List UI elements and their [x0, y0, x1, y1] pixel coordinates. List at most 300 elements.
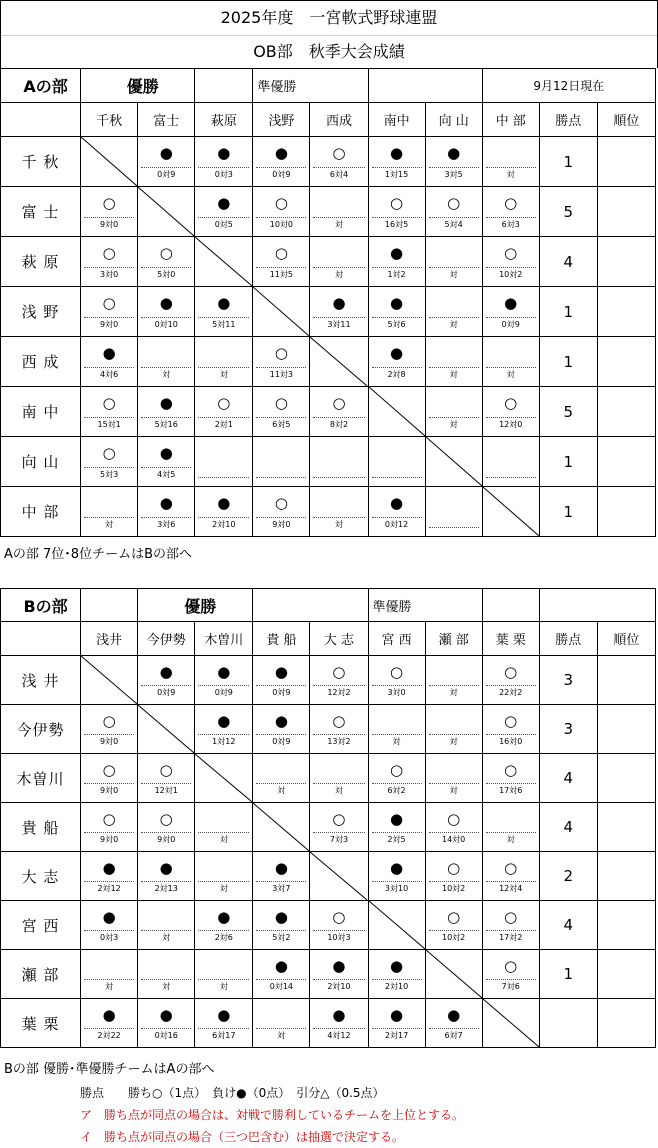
match-score: 対: [313, 783, 364, 796]
win-mark: ○: [504, 394, 518, 412]
win-mark: ○: [159, 810, 173, 828]
rank-cell: [597, 237, 655, 287]
loss-mark: ●: [504, 294, 518, 312]
self-match-cell: [310, 337, 368, 387]
match-score: 5対0: [141, 267, 191, 280]
loss-mark: ●: [102, 344, 116, 362]
match-result-cell: [482, 437, 539, 487]
win-mark: ○: [217, 394, 231, 412]
match-score: 9対0: [84, 783, 134, 796]
diagonal-line: [81, 656, 137, 704]
match-result-cell: [368, 437, 425, 487]
row-team-name: 浅 井: [1, 656, 81, 705]
match-score: [198, 477, 249, 480]
win-points: [539, 999, 597, 1048]
match-result-cell: [253, 237, 310, 287]
match-result-cell: [425, 487, 482, 537]
diagonal-line: [426, 950, 482, 998]
match-score: 0対9: [198, 685, 249, 698]
match-result-cell: [81, 187, 138, 237]
win-mark: ○: [504, 663, 518, 681]
match-score: 対: [198, 979, 249, 992]
win-points: 3: [539, 705, 597, 754]
self-match-cell: [253, 287, 310, 337]
match-result-cell: [425, 187, 482, 237]
loss-mark: ●: [332, 1006, 346, 1024]
win-mark: ○: [102, 194, 116, 212]
rank-cell: [597, 901, 655, 950]
loss-mark: ●: [447, 144, 461, 162]
points-legend: 勝点 勝ち○（1点） 負け●（0点） 引分△（0.5点）: [80, 1086, 385, 1100]
diagonal-line: [310, 337, 367, 386]
column-team-3: 木曽川: [195, 622, 253, 656]
rank-cell: [597, 705, 655, 754]
win-points: 4: [539, 754, 597, 803]
win-mark: ○: [390, 761, 404, 779]
match-score: 対: [141, 930, 191, 943]
match-score: 5対2: [256, 930, 306, 943]
match-result-cell: [368, 803, 425, 852]
match-score: 8対2: [313, 417, 364, 430]
match-result-cell: [310, 137, 368, 187]
match-result-cell: [253, 187, 310, 237]
win-mark: ○: [504, 957, 518, 975]
match-result-cell: [310, 901, 368, 950]
match-score: 16対0: [486, 734, 536, 747]
win-mark: ○: [274, 244, 288, 262]
match-result-cell: [310, 287, 368, 337]
match-score: 4対5: [141, 467, 191, 480]
column-team-5: 西成: [310, 103, 368, 137]
runner-up-value: [482, 589, 539, 622]
match-result-cell: [368, 187, 425, 237]
match-score: 22対2: [486, 685, 536, 698]
loss-mark: ●: [274, 859, 288, 877]
loss-mark: ●: [332, 294, 346, 312]
match-result-cell: [138, 852, 195, 901]
rank-cell: [597, 852, 655, 901]
win-points: 2: [539, 852, 597, 901]
win-mark: ○: [504, 712, 518, 730]
match-result-cell: [138, 803, 195, 852]
match-result-cell: [425, 387, 482, 437]
win-points: 3: [539, 656, 597, 705]
win-mark: ○: [102, 444, 116, 462]
column-team-8: 葉 栗: [482, 622, 539, 656]
loss-mark: ●: [390, 494, 404, 512]
match-score: 対: [256, 783, 306, 796]
column-team-1: 浅井: [81, 622, 138, 656]
win-mark: ○: [102, 810, 116, 828]
match-result-cell: [195, 187, 253, 237]
loss-mark: ●: [159, 663, 173, 681]
match-result-cell: [425, 999, 482, 1048]
runner-up-label: 準優勝: [368, 589, 482, 622]
match-result-cell: [368, 487, 425, 537]
rank-cell: [597, 437, 655, 487]
match-score: 2対1: [198, 417, 249, 430]
table-row: [1, 237, 656, 287]
win-mark: ○: [102, 294, 116, 312]
column-team-2: 富士: [138, 103, 195, 137]
match-score: 9対0: [84, 832, 134, 845]
match-result-cell: [368, 237, 425, 287]
self-match-cell: [195, 754, 253, 803]
match-score: 2対22: [84, 1028, 134, 1041]
match-result-cell: [368, 999, 425, 1048]
loss-mark: ●: [217, 294, 231, 312]
match-result-cell: [138, 901, 195, 950]
match-score: 対: [141, 367, 191, 380]
win-mark: ○: [332, 144, 346, 162]
column-points: 勝点: [539, 103, 597, 137]
loss-mark: ●: [159, 1006, 173, 1024]
match-result-cell: [482, 656, 539, 705]
match-score: 2対6: [198, 930, 249, 943]
win-points: 1: [539, 950, 597, 999]
match-score: 3対10: [372, 881, 422, 894]
match-score: 1対2: [372, 267, 422, 280]
loss-mark: ●: [159, 859, 173, 877]
match-score: 3対11: [313, 317, 364, 330]
match-score: 12対1: [141, 783, 191, 796]
loss-mark: ●: [332, 957, 346, 975]
match-result-cell: [310, 487, 368, 537]
match-result-cell: [81, 852, 138, 901]
match-score: 5対16: [141, 417, 191, 430]
match-score: 対: [486, 832, 536, 845]
table-row: [1, 437, 656, 487]
section-a-note: Aの部 7位･8位チームはBの部へ: [4, 547, 192, 562]
match-result-cell: [482, 852, 539, 901]
match-score: 対: [486, 167, 536, 180]
win-mark: ○: [274, 394, 288, 412]
match-score: 4対12: [313, 1028, 364, 1041]
match-result-cell: [425, 656, 482, 705]
column-team-2: 今伊勢: [138, 622, 195, 656]
match-result-cell: [253, 137, 310, 187]
loss-mark: ●: [159, 394, 173, 412]
match-score: 0対16: [141, 1028, 191, 1041]
match-result-cell: [368, 705, 425, 754]
column-team-6: 南中: [368, 103, 425, 137]
match-score: 9対0: [84, 734, 134, 747]
match-score: 5対4: [429, 217, 479, 230]
match-result-cell: [482, 754, 539, 803]
win-mark: ○: [332, 394, 346, 412]
section-b-note: Bの部 優勝･準優勝チームはAの部へ: [4, 1062, 215, 1077]
loss-mark: ●: [390, 244, 404, 262]
win-mark: ○: [447, 859, 461, 877]
match-result-cell: [368, 754, 425, 803]
match-result-cell: [195, 950, 253, 999]
self-match-cell: [368, 387, 425, 437]
match-score: 対: [313, 217, 364, 230]
rank-cell: [597, 187, 655, 237]
row-team-name: 向 山: [1, 437, 81, 487]
match-score: 6対2: [372, 783, 422, 796]
diagonal-line: [195, 754, 252, 802]
match-result-cell: [138, 999, 195, 1048]
winner-label: 優勝: [81, 69, 195, 103]
rank-cell: [597, 287, 655, 337]
match-result-cell: [195, 287, 253, 337]
rank-cell: [597, 656, 655, 705]
self-match-cell: [482, 487, 539, 537]
match-result-cell: [368, 852, 425, 901]
match-result-cell: [425, 337, 482, 387]
runner-up-label: 準優勝: [253, 69, 368, 103]
match-result-cell: [253, 337, 310, 387]
match-score: 2対17: [372, 1028, 422, 1041]
win-mark: ○: [332, 810, 346, 828]
loss-mark: ●: [102, 908, 116, 926]
win-points: 4: [539, 803, 597, 852]
match-result-cell: [253, 852, 310, 901]
win-points: 1: [539, 287, 597, 337]
self-match-cell: [138, 187, 195, 237]
row-team-name: 葉 栗: [1, 999, 81, 1048]
league-table-b: [0, 588, 656, 1048]
league-table-a: [0, 68, 656, 537]
match-score: 9対0: [84, 217, 134, 230]
match-result-cell: [138, 337, 195, 387]
win-points: 1: [539, 487, 597, 537]
match-score: 10対2: [486, 267, 536, 280]
match-score: 10対0: [256, 217, 306, 230]
match-score: 4対6: [84, 367, 134, 380]
win-points: 4: [539, 237, 597, 287]
self-match-cell: [138, 705, 195, 754]
match-score: 対: [429, 267, 479, 280]
match-score: 対: [313, 517, 364, 530]
table-row: [1, 950, 656, 999]
match-result-cell: [81, 950, 138, 999]
match-score: 6対4: [313, 167, 364, 180]
loss-mark: ●: [217, 494, 231, 512]
loss-mark: ●: [390, 1006, 404, 1024]
loss-mark: ●: [217, 908, 231, 926]
match-result-cell: [425, 901, 482, 950]
match-score: [372, 477, 422, 480]
column-team-4: 浅野: [253, 103, 310, 137]
match-result-cell: [81, 287, 138, 337]
match-score: 6対3: [486, 217, 536, 230]
win-mark: ○: [504, 859, 518, 877]
diagonal-line: [483, 487, 539, 536]
match-score: [486, 477, 536, 480]
match-score: 12対2: [313, 685, 364, 698]
table-row: [1, 187, 656, 237]
win-mark: ○: [390, 663, 404, 681]
match-score: 6対7: [429, 1028, 479, 1041]
win-mark: ○: [159, 761, 173, 779]
match-score: 対: [256, 1028, 306, 1041]
self-match-cell: [81, 137, 138, 187]
match-result-cell: [253, 487, 310, 537]
match-result-cell: [253, 387, 310, 437]
runner-up-value: [368, 69, 482, 103]
win-mark: ○: [332, 908, 346, 926]
match-score: 5対6: [372, 317, 422, 330]
diagonal-line: [138, 705, 194, 753]
column-team-3: 萩原: [195, 103, 253, 137]
loss-mark: ●: [159, 144, 173, 162]
row-team-name: 西 成: [1, 337, 81, 387]
column-rank: 順位: [597, 622, 655, 656]
diagonal-line: [253, 287, 309, 336]
table-row: [1, 999, 656, 1048]
loss-mark: ●: [274, 663, 288, 681]
table-row: [1, 754, 656, 803]
match-result-cell: [81, 237, 138, 287]
match-result-cell: [195, 705, 253, 754]
match-score: 17対6: [486, 783, 536, 796]
match-result-cell: [253, 901, 310, 950]
match-result-cell: [195, 487, 253, 537]
match-result-cell: [368, 287, 425, 337]
match-score: 3対0: [84, 267, 134, 280]
diagonal-line: [138, 187, 194, 236]
match-result-cell: [425, 852, 482, 901]
match-result-cell: [253, 656, 310, 705]
match-score: 2対8: [372, 367, 422, 380]
match-score: 0対9: [141, 685, 191, 698]
match-result-cell: [138, 437, 195, 487]
column-team-7: 向 山: [425, 103, 482, 137]
row-team-name: 木曽川: [1, 754, 81, 803]
match-score: 13対2: [313, 734, 364, 747]
match-score: 対: [313, 267, 364, 280]
column-rank: 順位: [597, 103, 655, 137]
self-match-cell: [482, 999, 539, 1048]
match-result-cell: [81, 437, 138, 487]
match-score: 対: [84, 517, 134, 530]
match-result-cell: [138, 287, 195, 337]
diagonal-line: [426, 437, 482, 486]
self-match-cell: [253, 803, 310, 852]
match-score: 11対5: [256, 267, 306, 280]
match-result-cell: [425, 754, 482, 803]
match-score: 10対3: [313, 930, 364, 943]
win-mark: ○: [274, 194, 288, 212]
match-score: 対: [429, 417, 479, 430]
match-score: 対: [429, 367, 479, 380]
self-match-cell: [368, 901, 425, 950]
loss-mark: ●: [390, 294, 404, 312]
match-result-cell: [310, 754, 368, 803]
match-result-cell: [81, 705, 138, 754]
self-match-cell: [310, 852, 368, 901]
match-score: 17対2: [486, 930, 536, 943]
match-score: 5対11: [198, 317, 249, 330]
match-result-cell: [482, 287, 539, 337]
match-result-cell: [195, 852, 253, 901]
match-score: 対: [198, 881, 249, 894]
blank-cell: [539, 589, 655, 622]
match-result-cell: [195, 337, 253, 387]
match-result-cell: [482, 705, 539, 754]
diagonal-line: [369, 901, 425, 949]
win-points: 4: [539, 901, 597, 950]
match-result-cell: [253, 754, 310, 803]
match-score: 10対2: [429, 881, 479, 894]
rank-cell: [597, 387, 655, 437]
match-score: 3対0: [372, 685, 422, 698]
section-label: Aの部: [1, 69, 81, 103]
diagonal-line: [483, 999, 539, 1047]
row-team-name: 富 士: [1, 187, 81, 237]
diagonal-line: [81, 137, 137, 186]
match-score: 対: [429, 685, 479, 698]
match-score: 11対3: [256, 367, 306, 380]
win-points: 1: [539, 437, 597, 487]
win-mark: ○: [504, 761, 518, 779]
match-result-cell: [253, 705, 310, 754]
match-score: 対: [198, 832, 249, 845]
diagonal-line: [310, 852, 367, 900]
win-points: 5: [539, 387, 597, 437]
table-row: [1, 852, 656, 901]
match-score: [429, 527, 479, 530]
match-result-cell: [425, 287, 482, 337]
win-mark: ○: [274, 494, 288, 512]
match-score: 対: [198, 367, 249, 380]
match-score: 1対12: [198, 734, 249, 747]
loss-mark: ●: [390, 957, 404, 975]
loss-mark: ●: [217, 194, 231, 212]
match-result-cell: [195, 387, 253, 437]
match-score: 3対5: [429, 167, 479, 180]
corner-cell: [1, 103, 81, 137]
match-score: 6対17: [198, 1028, 249, 1041]
match-score: 0対5: [198, 217, 249, 230]
match-result-cell: [195, 999, 253, 1048]
match-score: 2対5: [372, 832, 422, 845]
match-score: 2対13: [141, 881, 191, 894]
match-result-cell: [81, 754, 138, 803]
row-team-name: 宮 西: [1, 901, 81, 950]
match-score: 2対12: [84, 881, 134, 894]
match-result-cell: [425, 137, 482, 187]
match-result-cell: [425, 705, 482, 754]
self-match-cell: [81, 656, 138, 705]
win-points: 1: [539, 337, 597, 387]
rank-cell: [597, 337, 655, 387]
loss-mark: ●: [102, 859, 116, 877]
match-score: 対: [429, 317, 479, 330]
table-row: [1, 656, 656, 705]
rank-cell: [597, 137, 655, 187]
rank-cell: [597, 803, 655, 852]
row-team-name: 萩 原: [1, 237, 81, 287]
rank-cell: [597, 999, 655, 1048]
match-score: 3対7: [256, 881, 306, 894]
match-score: 2対10: [198, 517, 249, 530]
table-row: [1, 487, 656, 537]
match-result-cell: [482, 237, 539, 287]
match-result-cell: [368, 950, 425, 999]
rank-cell: [597, 950, 655, 999]
row-team-name: 大 志: [1, 852, 81, 901]
loss-mark: ●: [274, 908, 288, 926]
row-team-name: 貴 船: [1, 803, 81, 852]
self-match-cell: [425, 950, 482, 999]
self-match-cell: [195, 237, 253, 287]
winner-value: [253, 589, 368, 622]
match-score: 6対5: [256, 417, 306, 430]
loss-mark: ●: [274, 712, 288, 730]
